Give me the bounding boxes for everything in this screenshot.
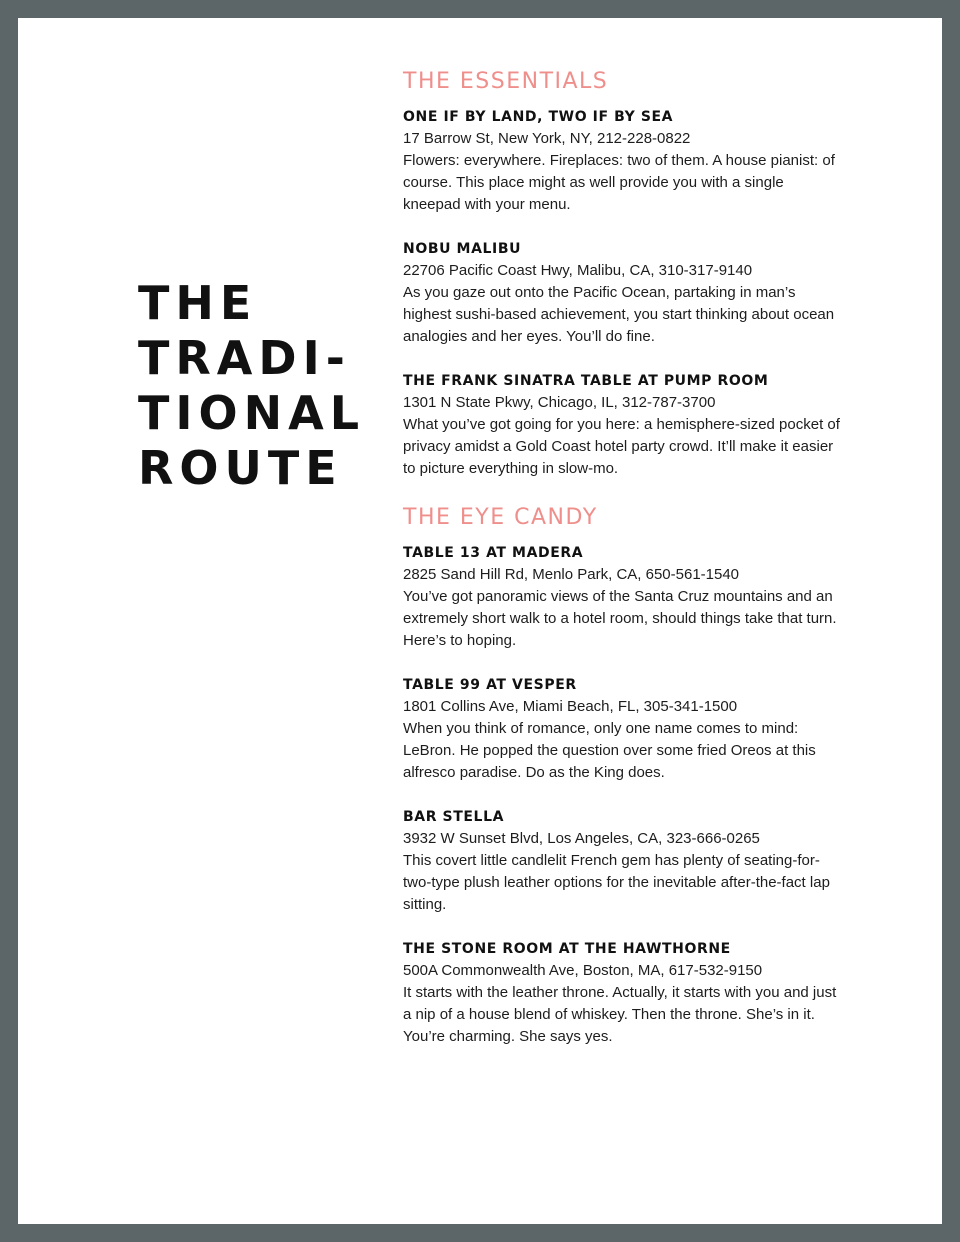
section-essentials [403, 68, 843, 480]
venue-address: 22706 Pacific Coast Hwy, Malibu, CA, 310-317-9140 [403, 262, 753, 279]
title-line: TIONAL [138, 386, 366, 440]
venue-name: BAR STELLA [403, 809, 505, 825]
venue-description: What you’ve got going for you here: a hemisphere-sized pocket of privacy amidst a Gold Coast hotel party crowd. It’ll make it easier to picture everything in slow-mo. [403, 416, 840, 477]
venue-name: THE STONE ROOM AT THE HAWTHORNE [403, 941, 731, 957]
page [18, 18, 942, 1224]
venue-entry [403, 806, 843, 916]
title-line: TRADI- [138, 331, 351, 385]
page-title [138, 276, 365, 496]
venue-name: NOBU MALIBU [403, 241, 522, 257]
venue-description: This covert little candlelit French gem has plenty of seating-for-two-type plush leather options for the inevitable after-the-fact lap sitting. [403, 852, 830, 913]
venue-name: THE FRANK SINATRA TABLE AT PUMP ROOM [403, 373, 769, 389]
venue-description: As you gaze out onto the Pacific Ocean, partaking in man’s highest sushi-based achievement, you start thinking about ocean analogies and her eyes. You’ll do fine. [403, 284, 835, 345]
title-line: ROUTE [138, 441, 343, 495]
title-line: THE [138, 276, 258, 330]
venue-address: 2825 Sand Hill Rd, Menlo Park, CA, 650-561-1540 [403, 566, 740, 583]
venue-entry [403, 674, 843, 784]
section-heading: THE ESSENTIALS [403, 69, 609, 94]
venue-description: When you think of romance, only one name comes to mind: LeBron. He popped the question over some fried Oreos at this alfresco paradise. Do as the King does. [403, 720, 816, 781]
venue-entry [403, 106, 843, 216]
venue-listings [403, 68, 843, 1048]
section-heading: THE EYE CANDY [403, 505, 598, 530]
venue-description: It starts with the leather throne. Actually, it starts with you and just a nip of a house blend of whiskey. Then the throne. She’s in it. You’re charming. She says yes. [403, 984, 837, 1045]
venue-entry [403, 370, 843, 480]
venue-address: 500A Commonwealth Ave, Boston, MA, 617-532-9150 [403, 962, 763, 979]
venue-entry [403, 238, 843, 348]
venue-address: 17 Barrow St, New York, NY, 212-228-0822 [403, 130, 691, 147]
venue-description: You’ve got panoramic views of the Santa Cruz mountains and an extremely short walk to a hotel room, should things take that turn. Here’s to hoping. [403, 588, 837, 649]
venue-entry [403, 938, 843, 1048]
venue-address: 1801 Collins Ave, Miami Beach, FL, 305-341-1500 [403, 698, 738, 715]
venue-description: Flowers: everywhere. Fireplaces: two of them. A house pianist: of course. This place might as well provide you with a single kneepad with your menu. [403, 152, 835, 213]
venue-name: TABLE 13 AT MADERA [403, 545, 584, 561]
venue-entry [403, 542, 843, 652]
venue-address: 1301 N State Pkwy, Chicago, IL, 312-787-3700 [403, 394, 716, 411]
venue-address: 3932 W Sunset Blvd, Los Angeles, CA, 323-666-0265 [403, 830, 760, 847]
venue-name: ONE IF BY LAND, TWO IF BY SEA [403, 109, 674, 125]
section-eye-candy [403, 504, 843, 1048]
venue-name: TABLE 99 AT VESPER [403, 677, 577, 693]
